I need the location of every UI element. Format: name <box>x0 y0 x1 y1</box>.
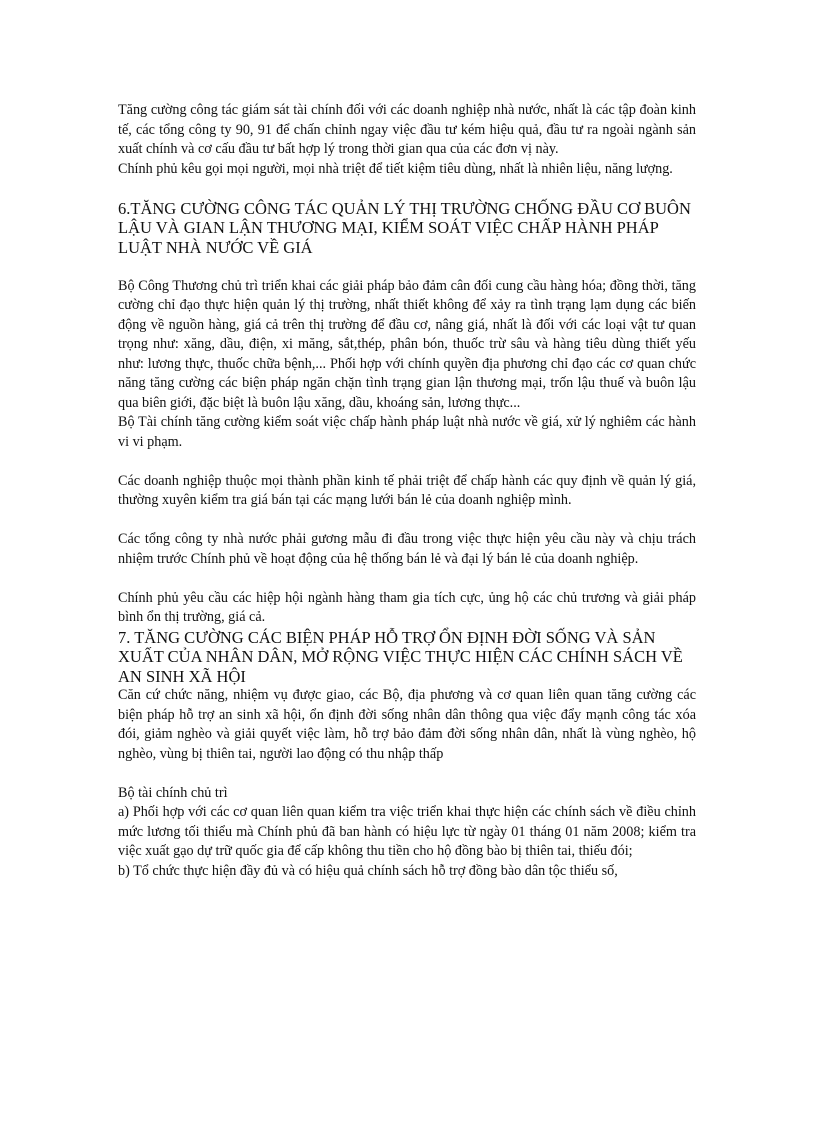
paragraph-ministry-trade: Bộ Công Thương chủ trì triển khai các giải pháp bảo đảm cân đối cung cầu hàng hóa; đồng thời, tăng cường chỉ đạo thực hiện quản lý thị trường, nhất thiết không để xảy ra tình trạng lạm dụng các biến động về nguồn hàng, giá cả trên thị trường để đầu cơ, nâng giá, nhất là đối với các loại vật tư quan trọng như: xăng, dầu, điện, xi măng, sắt,thép, phân bón, thuốc trừ sâu và hàng tiêu dùng thiết yếu như: lương thực, thuốc chữa bệnh,... Phối hợp với chính quyền địa phương chỉ đạo các cơ quan chức năng tăng cường các biện pháp ngăn chặn tình trạng gian lận thương mại, trốn lậu thuế và buôn lậu qua biên giới, đặc biệt là buôn lậu xăng, dầu, khoáng sản, lương thực... <box>118 277 696 411</box>
paragraph-state-corporations: Các tổng công ty nhà nước phải gương mẫu đi đầu trong việc thực hiện yêu cầu này và chịu trách nhiệm trước Chính phủ về hoạt động của hệ thống bán lẻ và đại lý bán lẻ của doanh nghiệp. <box>118 531 696 567</box>
document-page <box>118 101 696 881</box>
paragraph-ministry-finance: Bộ Tài chính tăng cường kiểm soát việc chấp hành pháp luật nhà nước về giá, xử lý nghiêm các hành vi vi phạm. <box>118 414 696 450</box>
paragraph-enterprises: Các doanh nghiệp thuộc mọi thành phần kinh tế phải triệt để chấp hành các quy định về quản lý giá, thường xuyên kiểm tra giá bán tại các mạng lưới bán lẻ của doanh nghiệp mình. <box>118 472 696 508</box>
paragraph-associations: Chính phủ yêu cầu các hiệp hội ngành hàng tham gia tích cực, ủng hộ các chủ trương và giải pháp bình ổn thị trường, giá cả. <box>118 589 696 625</box>
paragraph-oversight: Tăng cường công tác giám sát tài chính đối với các doanh nghiệp nhà nước, nhất là các tập đoàn kinh tế, các tổng công ty 90, 91 để chấn chỉnh ngay việc đầu tư kém hiệu quả, đầu tư ra ngoài ngành sản xuất chính và cơ cấu đầu tư bất hợp lý trong thời gian qua của các đơn vị này. <box>118 102 696 157</box>
paragraph-item-a: a) Phối hợp với các cơ quan liên quan kiểm tra việc triển khai thực hiện các chính sách về điều chỉnh mức lương tối thiểu mà Chính phủ đã ban hành có hiệu lực từ ngày 01 tháng 01 năm 2008; kiểm tra việc xuất gạo dự trữ quốc gia để cấp không thu tiền cho hộ đồng bào bị thiên tai, thiếu đói; <box>118 804 696 859</box>
paragraph-saving: Chính phủ kêu gọi mọi người, mọi nhà triệt để tiết kiệm tiêu dùng, nhất là nhiên liệu, năng lượng. <box>118 160 673 177</box>
paragraph-finance-lead: Bộ tài chính chủ trì <box>118 784 228 801</box>
paragraph-social-security: Căn cứ chức năng, nhiệm vụ được giao, các Bộ, địa phương và cơ quan liên quan tăng cường các biện pháp hỗ trợ an sinh xã hội, ổn định đời sống nhân dân thông qua việc đẩy mạnh công tác xóa đói, giảm nghèo và giải quyết việc làm, hỗ trợ bảo đảm đời sống nhân dân, nhất là vùng nghèo, hộ nghèo, vùng bị thiên tai, người lao động có thu nhập thấp <box>118 687 696 762</box>
section-heading-7: 7. TĂNG CƯỜNG CÁC BIỆN PHÁP HỖ TRỢ ỔN ĐỊNH ĐỜI SỐNG VÀ SẢN XUẤT CỦA NHÂN DÂN, MỞ RỘNG VIỆC THỰC HIỆN CÁC CHÍNH SÁCH VỀ AN SINH XÃ HỘI <box>118 627 683 686</box>
section-heading-6: 6.TĂNG CƯỜNG CÔNG TÁC QUẢN LÝ THỊ TRƯỜNG CHỐNG ĐẦU CƠ BUÔN LẬU VÀ GIAN LẬN THƯƠNG MẠI, KIỂM SOÁT VIỆC CHẤP HÀNH PHÁP LUẬT NHÀ NƯỚC VỀ GIÁ <box>118 198 691 257</box>
paragraph-item-b: b) Tổ chức thực hiện đầy đủ và có hiệu quả chính sách hỗ trợ đồng bào dân tộc thiểu số, <box>118 862 618 879</box>
